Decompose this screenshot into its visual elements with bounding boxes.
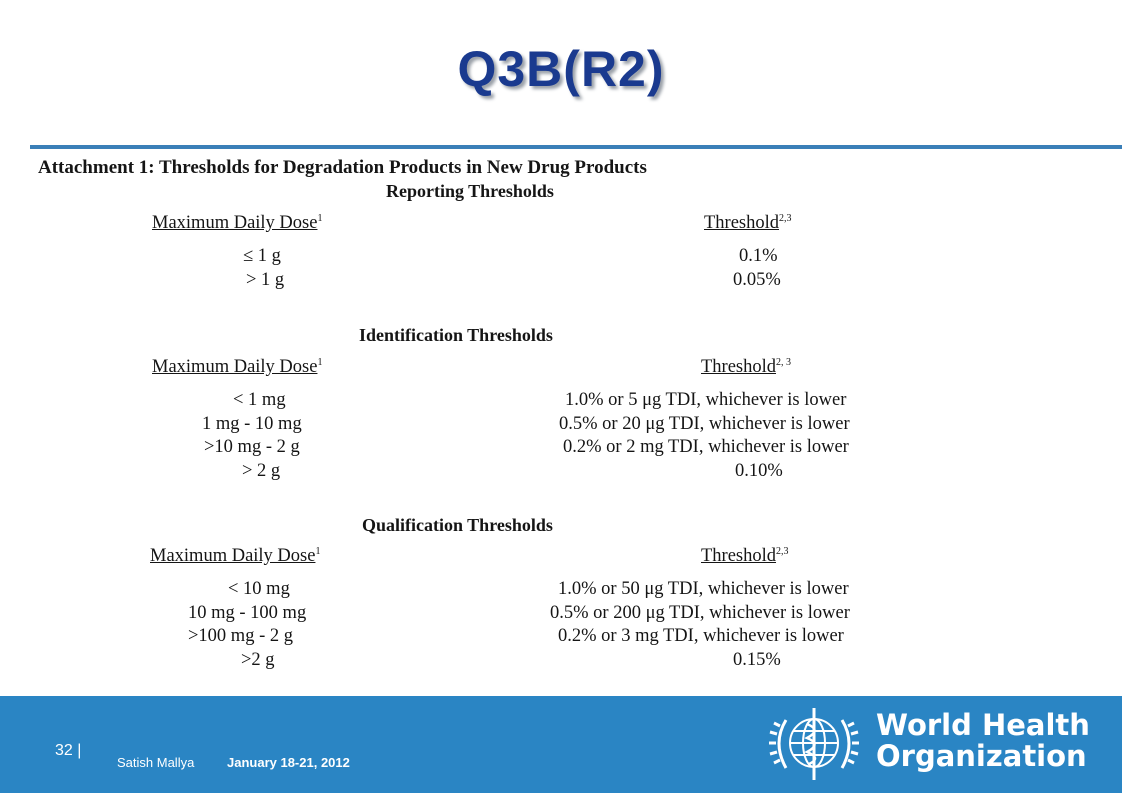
presentation-date: January 18-21, 2012 [227,755,350,770]
table-row-threshold: 0.2% or 3 mg TDI, whichever is lower [558,626,844,646]
table-row-dose: ≤ 1 g [243,246,281,266]
who-emblem-icon [762,702,866,784]
table-row-threshold: 0.5% or 20 μg TDI, whichever is lower [559,414,850,434]
table-row-threshold: 1.0% or 5 μg TDI, whichever is lower [565,390,847,410]
col-header-threshold: Threshold$^{2,3}$ [704,212,792,233]
table-row-threshold: 0.05% [733,270,781,290]
col-header-dose: Maximum Daily Dose$^1$ [150,545,321,566]
table-row-threshold: 0.5% or 200 μg TDI, whichever is lower [550,603,850,623]
table-row-threshold: 1.0% or 50 μg TDI, whichever is lower [558,579,849,599]
org-name-line2: Organization [876,739,1087,773]
table-row-dose: < 1 mg [233,390,286,410]
section-heading-reporting: Reporting Thresholds [386,181,554,201]
scanned-document [36,151,1080,696]
table-row-dose: 10 mg - 100 mg [188,603,307,623]
col-header-threshold: Threshold$^{2, 3}$ [701,356,792,377]
table-row-dose: >10 mg - 2 g [204,437,300,457]
organization-name [876,710,1090,772]
col-header-dose: Maximum Daily Dose$^1$ [152,212,323,233]
table-row-dose: >100 mg - 2 g [188,626,293,646]
slide-title: Q3B(R2) [457,41,665,97]
col-header-dose: Maximum Daily Dose$^1$ [152,356,323,377]
attachment-title: Attachment 1: Thresholds for Degradation Products in New Drug Products [38,157,647,178]
table-row-dose: > 2 g [242,461,281,481]
table-row-threshold: 0.1% [739,246,778,266]
table-row-dose: >2 g [241,650,275,670]
footer-bar [0,696,1122,793]
table-row-dose: 1 mg - 10 mg [202,414,302,434]
section-heading-identification: Identification Thresholds [359,325,553,345]
table-row-threshold: 0.15% [733,650,781,670]
table-row-threshold: 0.10% [735,461,783,481]
org-name-line1: World Health [876,708,1090,742]
section-heading-qualification: Qualification Thresholds [362,515,553,535]
page-number: 32 | [55,742,82,759]
presenter-name: Satish Mallya [117,755,195,770]
table-row-dose: > 1 g [246,270,285,290]
table-row-threshold: 0.2% or 2 mg TDI, whichever is lower [563,437,849,457]
col-header-threshold: Threshold$^{2,3}$ [701,545,789,566]
title-divider [30,145,1122,149]
table-row-dose: < 10 mg [228,579,290,599]
